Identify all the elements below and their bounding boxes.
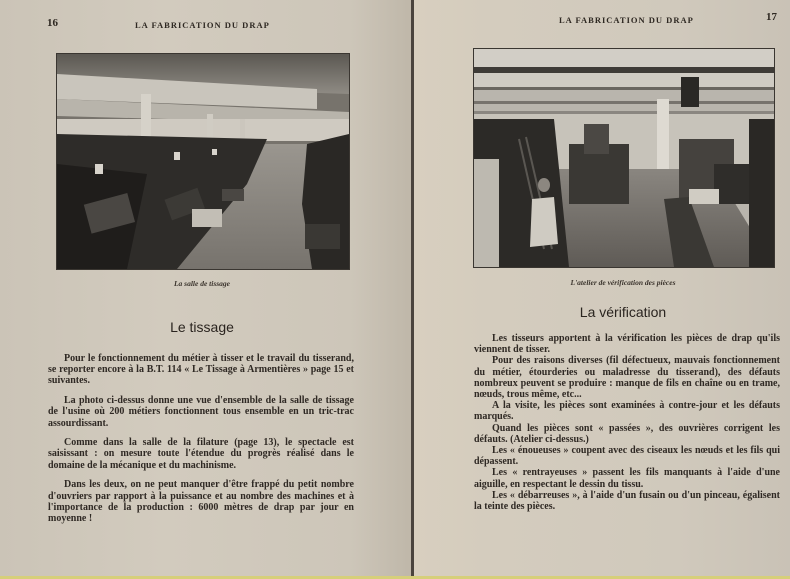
paragraph: Quand les pièces sont « passées », des ouvrières corrigent les défauts. (Atelier ci-dessus.): [474, 422, 780, 445]
paragraph: Les « énoueuses » coupent avec des ciseaux les nœuds et les fils qui dépassent.: [474, 445, 780, 468]
running-head: LA FABRICATION DU DRAP: [559, 15, 694, 25]
paragraph: Pour le fonctionnement du métier à tisser et le travail du tisserand, se reporter encore à la B.T. 114 « Le Tissage à Armentières » page 15 et suivantes.: [48, 353, 354, 387]
body-text: [474, 333, 780, 512]
page-number: 17: [766, 11, 777, 23]
section-title: Le tissage: [170, 319, 234, 335]
photo-caption: L'atelier de vérification des pièces: [570, 278, 676, 287]
section-title: La vérification: [579, 304, 667, 320]
paragraph: A la visite, les pièces sont examinées à contre-jour et les défauts marqués.: [474, 400, 780, 423]
weaving-hall-photo: [56, 53, 350, 270]
photo-caption: La salle de tissage: [173, 279, 231, 288]
paragraph: Dans les deux, on ne peut manquer d'être frappé du petit nombre d'ouvriers par rapport à la puissance et au nombre des machines et à l'importance de la production : 6000 mètres de drap par jour en moyenne !: [48, 479, 354, 524]
right-page: [414, 0, 790, 576]
page-number: 16: [47, 17, 58, 29]
paragraph: Les tisseurs apportent à la vérification les pièces de drap qu'ils viennent de tisser.: [474, 333, 780, 356]
paragraph: Les « rentrayeuses » passent les fils manquants à l'aide d'une aiguille, en respectant le dessin du tissu.: [474, 467, 780, 490]
paragraph: Les « débarreuses », à l'aide d'un fusain ou d'un pinceau, égalisent la teinte des pièces.: [474, 489, 780, 513]
paragraph: La photo ci-dessus donne une vue d'ensemble de la salle de tissage de l'usine où 200 métiers fonctionnent tous ensemble en un tric-trac assourdissant.: [48, 395, 354, 429]
running-head: LA FABRICATION DU DRAP: [135, 20, 270, 30]
body-text: [48, 353, 354, 533]
paragraph: Comme dans la salle de la filature (page 13), le spectacle est saisissant : on mesure toute l'étendue du progrès réalisé dans le domaine de la mécanique et du machinisme.: [48, 437, 354, 471]
inspection-workshop-photo: [473, 48, 775, 268]
paragraph: Pour des raisons diverses (fil défectueux, mauvais fonctionnement du métier, étourderies ou maladresse du tisserand), des défauts nombreux peuvent se produire : manque de fils en chaîne ou en trame, nœuds, trous même, etc...: [474, 355, 780, 401]
